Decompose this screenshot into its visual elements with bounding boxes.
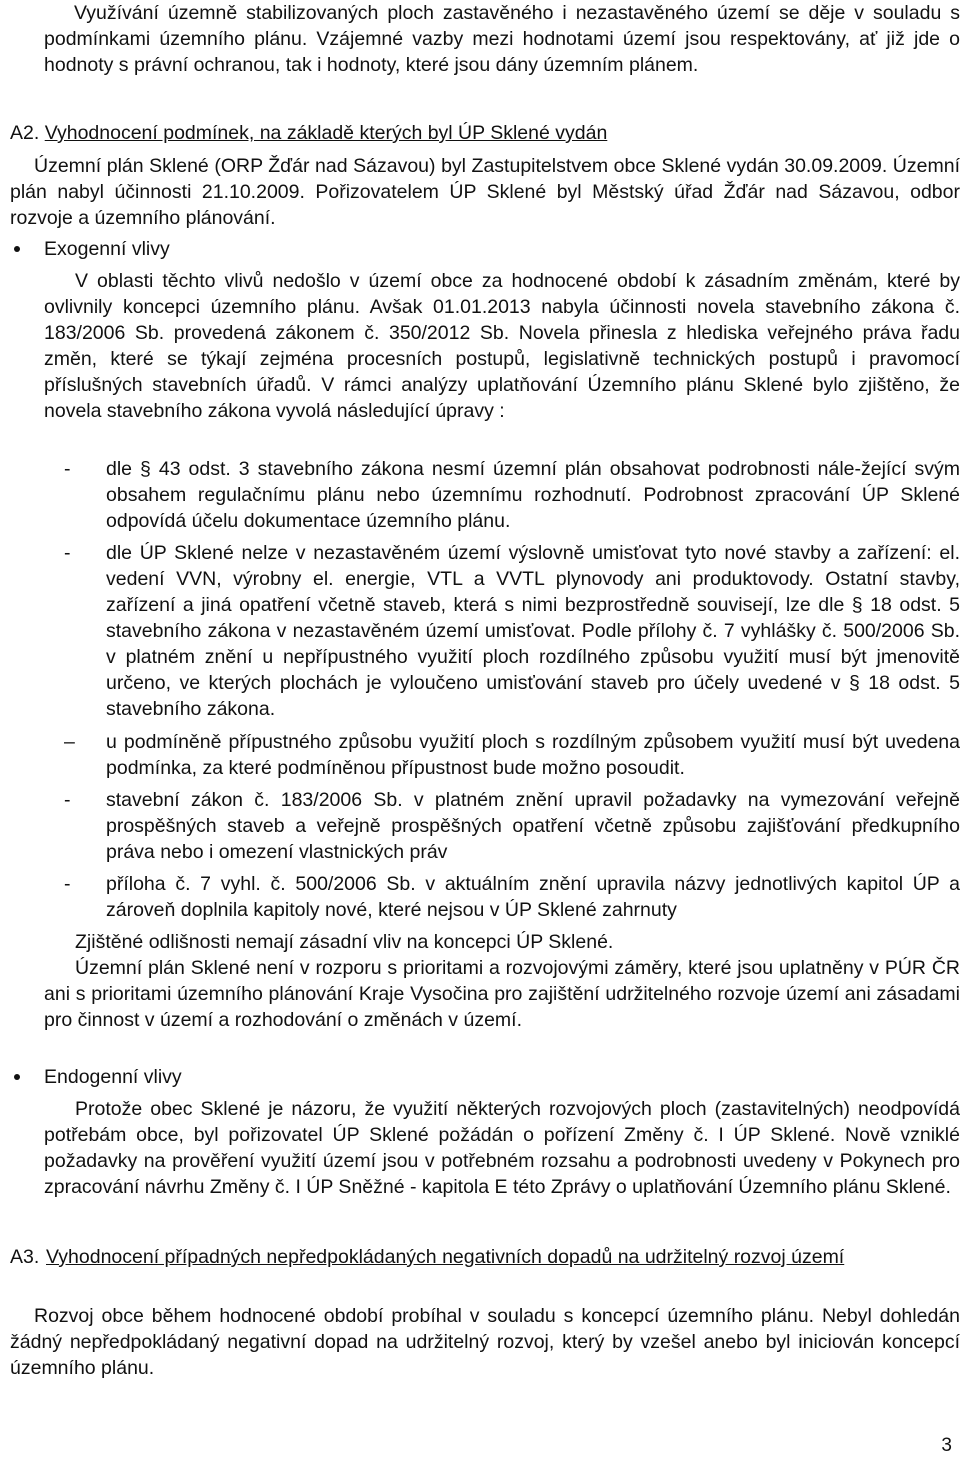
- section-a2-heading: [10, 120, 950, 146]
- bullet-icon: [14, 246, 20, 252]
- section-a3-paragraph: Rozvoj obce během hodnocené období probíhal v souladu s koncepcí územního plánu. Nebyl dohledán žádný nepředpokládaný negativní dopad na udržitelný rozvoj, který by vzešel anebo byl iniciován koncepcí územního plánu.: [10, 1305, 960, 1379]
- endogenni-paragraph: Protože obec Sklené je názoru, že využití některých rozvojových ploch (zastavitelných) neodpovídá potřebám obce, byl pořizovatel ÚP Sklené požádán o pořízení Změny č. I ÚP Sklené. Nově vzniklé požadavky na prověření využití území jsou v potřebném rozsahu a podrobnosti uvedeny v Pokynech pro zpracování návrhu Změny č. I ÚP Sněžné - kapitola E této Zprávy o uplatňování Územního plánu Sklené.: [44, 1098, 960, 1198]
- list-item: u podmíněně přípustného způsobu využití ploch s rozdílným způsobem využití musí být uvedena podmínka, za které podmíněnou přípustnost bude možno posoudit.: [106, 731, 960, 779]
- endogenni-heading: Endogenní vlivy: [44, 1066, 182, 1088]
- section-a3-heading: [10, 1244, 960, 1270]
- list-marker: –: [64, 731, 75, 753]
- section-a2-title: Vyhodnocení podmínek, na základě kterých byl ÚP Sklené vydán: [44, 122, 608, 144]
- list-item: stavební zákon č. 183/2006 Sb. v platném znění upravil požadavky na vymezování veřejně prospěšných staveb a veřejně prospěšných opatření včetně způsobu zajišťování předkupního práva nebo i omezení vlastnických práv: [106, 789, 960, 863]
- exogenni-paragraph-2: Územní plán Sklené není v rozporu s prioritami a rozvojovými záměry, které jsou uplatněny v PÚR ČR ani s prioritami územního plánování Kraje Vysočina pro zajištění udržitelného rozvoje území ani zásadami pro činnost v území a rozhodování o změnách v území.: [44, 957, 960, 1031]
- intro-paragraph: Využívání územně stabilizovaných ploch zastavěného i nezastavěného území se děje v souladu s podmínkami územního plánu. Vzájemné vazby mezi hodnotami území jsou respektovány, ať již jde o hodnoty s právní ochranou, tak i hodnoty, které jsou dány územním plánem.: [44, 2, 960, 76]
- list-marker: -: [64, 542, 71, 564]
- section-a3-number: A3.: [10, 1246, 40, 1268]
- section-a2-number: A2.: [10, 122, 40, 144]
- exogenni-paragraph: V oblasti těchto vlivů nedošlo v území obce za hodnocené období k zásadním změnám, které by ovlivnily koncepci územního plánu. Avšak 01.01.2013 nabyla účinnosti novela stavebního zákona č. 183/2006 Sb. provedená zákonem č. 350/2012 Sb. Novela přinesla z hlediska veřejného práva řadu změn, které se týkají zejména procesních postupů, legislativně technických postupů i pravomocí příslušných stavebních úřadů. V rámci analýzy uplatňování Územního plánu Sklené bylo zjištěno, že novela stavebního zákona vyvolá následující úpravy :: [44, 270, 960, 422]
- list-item: dle § 43 odst. 3 stavebního zákona nesmí územní plán obsahovat podrobnosti nále-žející svým obsahem regulačnímu plánu nebo územnímu rozhodnutí. Podrobnost zpracování ÚP Sklené odpovídá účelu dokumentace územního plánu.: [106, 458, 960, 532]
- exogenni-conclusion: Zjištěné odlišnosti nemají zásadní vliv na koncepci ÚP Sklené.: [75, 931, 614, 953]
- list-item: příloha č. 7 vyhl. č. 500/2006 Sb. v aktuálním znění upravila názvy jednotlivých kapitol ÚP a zároveň doplnila kapitoly nové, které nejsou v ÚP Sklené zahrnuty: [106, 873, 960, 921]
- list-marker: -: [64, 789, 71, 811]
- list-marker: -: [64, 873, 71, 895]
- list-item: dle ÚP Sklené nelze v nezastavěném území výslovně umisťovat tyto nové stavby a zařízení: el. vedení VVN, výrobny el. energie, VTL a VVTL plynovody ani produktovody. Ostatní stavby, zařízení a jiná opatření včetně staveb, která s nimi bezprostředně souvisejí, lze dle § 18 odst. 5 stavebního zákona v nezastavěném území umisťovat. Podle přílohy č. 7 vyhlášky č. 500/2006 Sb. v platném znění u nepřípustného využití ploch rozdílného způsobu využití musí být jmenovitě určeno, ve kterých plochách je vyloučeno umisťování staveb pro účely uvedené v § 18 odst. 5 stavebního zákona.: [106, 542, 960, 720]
- section-a3-title: Vyhodnocení případných nepředpokládaných negativních dopadů na udržitelný rozvoj území: [46, 1246, 845, 1268]
- section-a2-paragraph: Územní plán Sklené (ORP Žďár nad Sázavou) byl Zastupitelstvem obce Sklené vydán 30.09.2009. Územní plán nabyl účinnosti 21.10.2009. Pořizovatelem ÚP Sklené byl Městský úřad Žďár nad Sázavou, odbor rozvoje a územního plánování.: [10, 155, 960, 229]
- page-number: 3: [941, 1435, 952, 1456]
- list-marker: -: [64, 458, 71, 480]
- exogenni-heading: Exogenní vlivy: [44, 238, 170, 260]
- bullet-icon: [14, 1074, 20, 1080]
